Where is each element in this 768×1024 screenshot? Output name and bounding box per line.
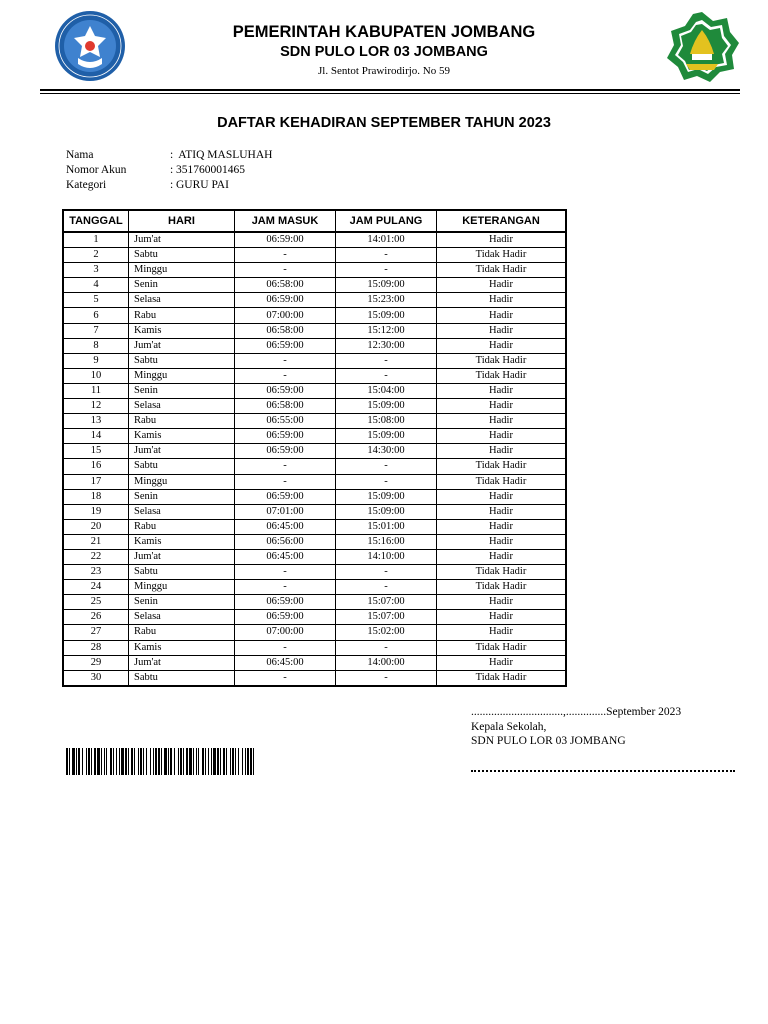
cell-jam-masuk: 06:55:00 (235, 414, 336, 429)
cell-jam-pulang: - (336, 248, 437, 263)
cell-jam-masuk: 06:59:00 (235, 338, 336, 353)
cell-jam-pulang: 14:30:00 (336, 444, 437, 459)
cell-tanggal: 15 (63, 444, 129, 459)
cell-tanggal: 28 (63, 640, 129, 655)
cell-jam-masuk: 07:01:00 (235, 504, 336, 519)
tut-wuri-handayani-logo-icon (54, 10, 126, 82)
cell-hari: Sabtu (129, 670, 235, 686)
cell-tanggal: 21 (63, 534, 129, 549)
table-row (63, 383, 566, 398)
cell-jam-masuk: - (235, 263, 336, 278)
cell-hari: Minggu (129, 368, 235, 383)
cell-jam-masuk: 06:45:00 (235, 519, 336, 534)
cell-tanggal: 5 (63, 293, 129, 308)
info-row-category (66, 178, 272, 193)
cell-jam-pulang: 15:09:00 (336, 308, 437, 323)
cell-jam-pulang: 15:01:00 (336, 519, 437, 534)
cell-hari: Senin (129, 489, 235, 504)
cell-jam-masuk: - (235, 474, 336, 489)
table-row (63, 580, 566, 595)
info-label: Nama (66, 149, 94, 161)
cell-jam-masuk: 07:00:00 (235, 308, 336, 323)
cell-tanggal: 3 (63, 263, 129, 278)
table-row (63, 565, 566, 580)
info-separator: : (170, 179, 174, 191)
cell-hari: Rabu (129, 625, 235, 640)
cell-keterangan: Hadir (437, 504, 567, 519)
table-row (63, 670, 566, 686)
cell-tanggal: 4 (63, 278, 129, 293)
col-header-hari: HARI (129, 210, 235, 232)
cell-jam-masuk: 06:56:00 (235, 534, 336, 549)
school-name: SDN PULO LOR 03 JOMBANG (280, 44, 488, 60)
cell-keterangan: Hadir (437, 293, 567, 308)
table-row (63, 655, 566, 670)
cell-tanggal: 27 (63, 625, 129, 640)
cell-jam-masuk: 06:45:00 (235, 549, 336, 564)
table-row (63, 595, 566, 610)
cell-jam-masuk: - (235, 580, 336, 595)
cell-hari: Minggu (129, 474, 235, 489)
cell-jam-pulang: 15:07:00 (336, 610, 437, 625)
cell-keterangan: Hadir (437, 610, 567, 625)
table-row (63, 549, 566, 564)
cell-jam-pulang: 12:30:00 (336, 338, 437, 353)
cell-hari: Selasa (129, 504, 235, 519)
cell-keterangan: Hadir (437, 383, 567, 398)
cell-tanggal: 11 (63, 383, 129, 398)
table-row (63, 323, 566, 338)
table-row (63, 444, 566, 459)
cell-jam-masuk: 06:58:00 (235, 278, 336, 293)
cell-hari: Kamis (129, 323, 235, 338)
cell-hari: Minggu (129, 580, 235, 595)
table-row (63, 338, 566, 353)
cell-keterangan: Hadir (437, 323, 567, 338)
cell-hari: Rabu (129, 414, 235, 429)
cell-tanggal: 18 (63, 489, 129, 504)
cell-hari: Selasa (129, 399, 235, 414)
cell-jam-pulang: 15:02:00 (336, 625, 437, 640)
cell-jam-pulang: - (336, 565, 437, 580)
cell-tanggal: 17 (63, 474, 129, 489)
cell-jam-pulang: 14:01:00 (336, 232, 437, 248)
cell-jam-pulang: - (336, 263, 437, 278)
table-row (63, 534, 566, 549)
cell-keterangan: Hadir (437, 655, 567, 670)
cell-keterangan: Hadir (437, 595, 567, 610)
table-header-row (63, 210, 566, 232)
table-row (63, 625, 566, 640)
document-title: DAFTAR KEHADIRAN SEPTEMBER TAHUN 2023 (217, 115, 551, 131)
cell-keterangan: Hadir (437, 549, 567, 564)
cell-tanggal: 22 (63, 549, 129, 564)
cell-tanggal: 12 (63, 399, 129, 414)
col-header-tanggal: TANGGAL (63, 210, 129, 232)
col-header-jam-pulang: JAM PULANG (336, 210, 437, 232)
cell-jam-pulang: - (336, 580, 437, 595)
cell-jam-masuk: 06:58:00 (235, 323, 336, 338)
info-value: GURU PAI (176, 179, 229, 191)
cell-jam-pulang: 15:09:00 (336, 429, 437, 444)
cell-keterangan: Hadir (437, 489, 567, 504)
cell-tanggal: 24 (63, 580, 129, 595)
cell-hari: Selasa (129, 610, 235, 625)
cell-hari: Jum'at (129, 549, 235, 564)
cell-tanggal: 23 (63, 565, 129, 580)
cell-jam-pulang: 15:04:00 (336, 383, 437, 398)
cell-jam-masuk: - (235, 459, 336, 474)
cell-keterangan: Tidak Hadir (437, 640, 567, 655)
cell-hari: Senin (129, 595, 235, 610)
info-label: Nomor Akun (66, 164, 127, 176)
info-row-account (66, 163, 272, 178)
table-row (63, 263, 566, 278)
cell-jam-masuk: - (235, 368, 336, 383)
cell-hari: Sabtu (129, 565, 235, 580)
cell-keterangan: Hadir (437, 278, 567, 293)
cell-jam-pulang: - (336, 670, 437, 686)
cell-tanggal: 30 (63, 670, 129, 686)
cell-jam-masuk: - (235, 670, 336, 686)
cell-jam-masuk: 06:59:00 (235, 429, 336, 444)
cell-jam-masuk: 06:45:00 (235, 655, 336, 670)
cell-hari: Rabu (129, 308, 235, 323)
cell-keterangan: Tidak Hadir (437, 459, 567, 474)
table-row (63, 459, 566, 474)
cell-jam-masuk: - (235, 640, 336, 655)
cell-keterangan: Tidak Hadir (437, 580, 567, 595)
cell-tanggal: 1 (63, 232, 129, 248)
cell-hari: Sabtu (129, 353, 235, 368)
cell-tanggal: 16 (63, 459, 129, 474)
cell-keterangan: Tidak Hadir (437, 474, 567, 489)
barcode-icon (66, 748, 255, 775)
table-row (63, 474, 566, 489)
cell-jam-pulang: 15:09:00 (336, 278, 437, 293)
attendance-table (62, 209, 567, 687)
cell-hari: Kamis (129, 534, 235, 549)
cell-tanggal: 8 (63, 338, 129, 353)
table-row (63, 610, 566, 625)
table-row (63, 519, 566, 534)
cell-jam-masuk: 07:00:00 (235, 625, 336, 640)
header-rule-thick (40, 89, 740, 91)
col-header-jam-masuk: JAM MASUK (235, 210, 336, 232)
cell-tanggal: 7 (63, 323, 129, 338)
table-row (63, 414, 566, 429)
cell-keterangan: Hadir (437, 519, 567, 534)
cell-keterangan: Tidak Hadir (437, 368, 567, 383)
cell-keterangan: Tidak Hadir (437, 248, 567, 263)
cell-jam-masuk: 06:59:00 (235, 383, 336, 398)
cell-jam-masuk: 06:59:00 (235, 232, 336, 248)
cell-jam-pulang: 15:09:00 (336, 504, 437, 519)
table-row (63, 399, 566, 414)
cell-jam-pulang: - (336, 640, 437, 655)
cell-jam-pulang: 15:07:00 (336, 595, 437, 610)
cell-hari: Jum'at (129, 444, 235, 459)
signature-school: SDN PULO LOR 03 JOMBANG (471, 735, 626, 747)
cell-hari: Sabtu (129, 248, 235, 263)
cell-jam-masuk: 06:59:00 (235, 610, 336, 625)
table-row (63, 504, 566, 519)
cell-jam-masuk: 06:58:00 (235, 399, 336, 414)
cell-keterangan: Tidak Hadir (437, 565, 567, 580)
cell-keterangan: Tidak Hadir (437, 263, 567, 278)
cell-hari: Jum'at (129, 338, 235, 353)
info-value: 351760001465 (176, 164, 245, 176)
cell-keterangan: Hadir (437, 625, 567, 640)
cell-jam-masuk: - (235, 353, 336, 368)
info-value: ATIQ MASLUHAH (176, 149, 273, 161)
cell-keterangan: Tidak Hadir (437, 353, 567, 368)
table-row (63, 640, 566, 655)
info-row-name (66, 148, 272, 163)
cell-jam-pulang: - (336, 474, 437, 489)
cell-hari: Kamis (129, 640, 235, 655)
cell-keterangan: Hadir (437, 444, 567, 459)
employee-info (66, 148, 272, 193)
cell-keterangan: Hadir (437, 308, 567, 323)
cell-hari: Selasa (129, 293, 235, 308)
cell-jam-pulang: 15:08:00 (336, 414, 437, 429)
cell-jam-masuk: 06:59:00 (235, 595, 336, 610)
cell-tanggal: 20 (63, 519, 129, 534)
cell-tanggal: 2 (63, 248, 129, 263)
cell-keterangan: Hadir (437, 414, 567, 429)
cell-keterangan: Hadir (437, 429, 567, 444)
cell-jam-pulang: 15:09:00 (336, 489, 437, 504)
cell-jam-masuk: - (235, 565, 336, 580)
cell-jam-masuk: - (235, 248, 336, 263)
cell-tanggal: 6 (63, 308, 129, 323)
cell-tanggal: 19 (63, 504, 129, 519)
signature-date-line: ................................,..............September 2023 (471, 706, 682, 718)
table-row (63, 293, 566, 308)
cell-jam-pulang: 14:10:00 (336, 549, 437, 564)
cell-jam-masuk: 06:59:00 (235, 489, 336, 504)
table-row (63, 278, 566, 293)
table-row (63, 248, 566, 263)
info-separator: : (170, 164, 174, 176)
cell-jam-pulang: 15:09:00 (336, 399, 437, 414)
cell-keterangan: Hadir (437, 534, 567, 549)
header-rule-thin (40, 93, 740, 94)
cell-keterangan: Tidak Hadir (437, 670, 567, 686)
cell-tanggal: 26 (63, 610, 129, 625)
table-row (63, 489, 566, 504)
cell-hari: Jum'at (129, 655, 235, 670)
cell-keterangan: Hadir (437, 232, 567, 248)
cell-jam-pulang: 15:12:00 (336, 323, 437, 338)
cell-jam-pulang: - (336, 353, 437, 368)
cell-hari: Senin (129, 278, 235, 293)
cell-tanggal: 10 (63, 368, 129, 383)
cell-hari: Kamis (129, 429, 235, 444)
cell-tanggal: 29 (63, 655, 129, 670)
cell-jam-pulang: 14:00:00 (336, 655, 437, 670)
cell-tanggal: 13 (63, 414, 129, 429)
cell-keterangan: Hadir (437, 338, 567, 353)
table-row (63, 232, 566, 248)
cell-tanggal: 25 (63, 595, 129, 610)
table-row (63, 368, 566, 383)
cell-keterangan: Hadir (437, 399, 567, 414)
table-body (63, 232, 566, 686)
signature-role: Kepala Sekolah, (471, 721, 547, 733)
government-title: PEMERINTAH KABUPATEN JOMBANG (232, 23, 536, 41)
cell-jam-pulang: 15:23:00 (336, 293, 437, 308)
cell-hari: Jum'at (129, 232, 235, 248)
col-header-keterangan: KETERANGAN (437, 210, 567, 232)
cell-jam-pulang: - (336, 459, 437, 474)
info-label: Kategori (66, 179, 107, 191)
cell-jam-pulang: 15:16:00 (336, 534, 437, 549)
info-separator: : (170, 149, 174, 161)
cell-tanggal: 9 (63, 353, 129, 368)
cell-hari: Sabtu (129, 459, 235, 474)
kemenag-logo-icon (664, 10, 740, 84)
cell-hari: Senin (129, 383, 235, 398)
cell-hari: Rabu (129, 519, 235, 534)
school-address: Jl. Sentot Prawirodirjo. No 59 (318, 65, 450, 77)
cell-jam-masuk: 06:59:00 (235, 293, 336, 308)
cell-jam-pulang: - (336, 368, 437, 383)
cell-tanggal: 14 (63, 429, 129, 444)
table-row (63, 308, 566, 323)
signature-dotted-line (471, 770, 735, 772)
cell-jam-masuk: 06:59:00 (235, 444, 336, 459)
table-row (63, 353, 566, 368)
cell-hari: Minggu (129, 263, 235, 278)
table-row (63, 429, 566, 444)
